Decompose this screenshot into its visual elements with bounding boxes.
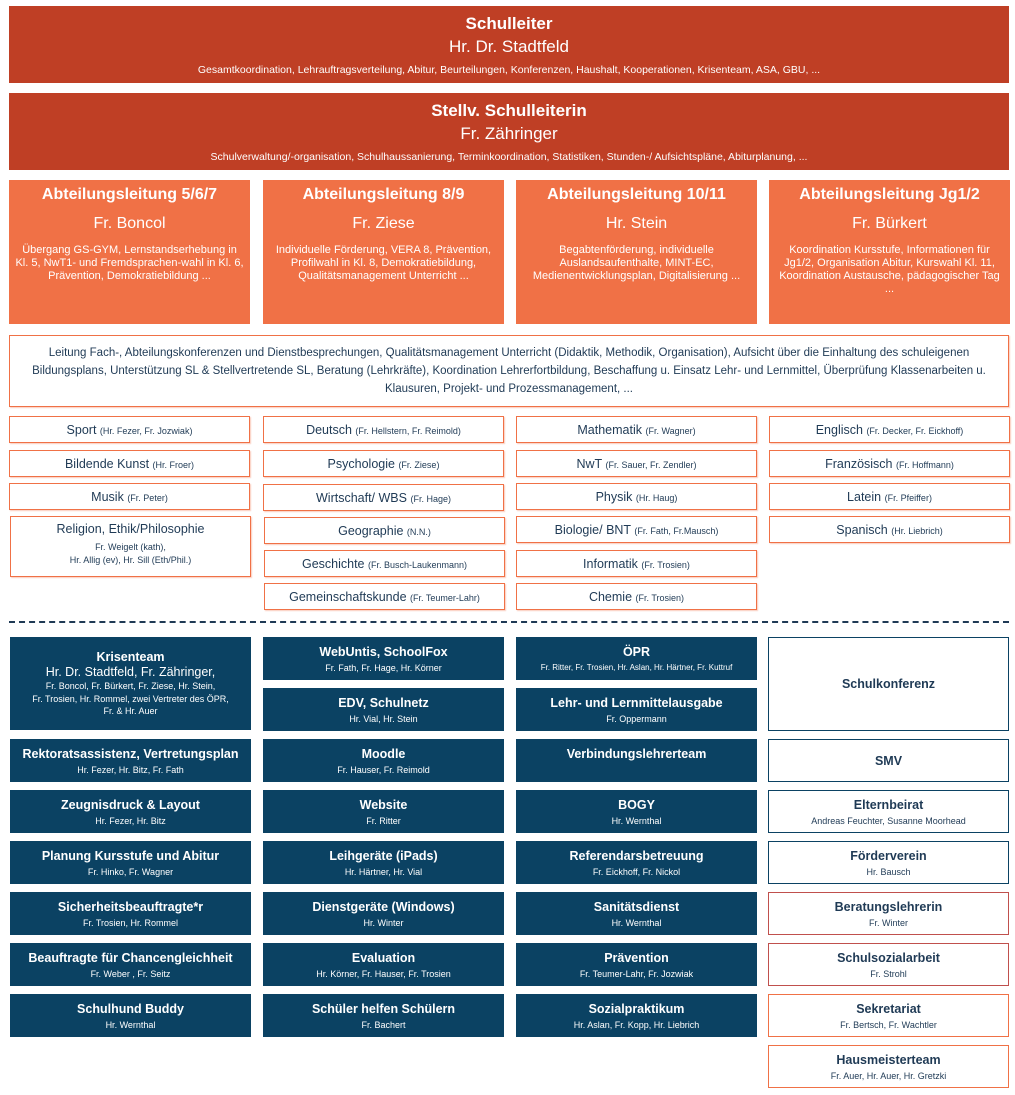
department-head: Fr. Bürkert <box>852 215 927 232</box>
subject-teachers: (N.N.) <box>406 526 431 537</box>
body-box-beratungslehrerin <box>768 892 1009 935</box>
task-title: Verbindungslehrerteam <box>566 747 707 761</box>
body-box-smv <box>768 739 1009 782</box>
department-box-10-11 <box>516 180 757 324</box>
subject-teachers: (Fr. Pfeiffer) <box>884 492 932 503</box>
subject-name: Geschichte <box>301 556 365 571</box>
subject-box <box>263 416 504 443</box>
task-people: Hr. Wernthal <box>611 917 662 928</box>
subject-name: Latein <box>847 489 882 504</box>
body-people: Hr. Bausch <box>866 866 911 877</box>
subject-box <box>9 416 250 443</box>
task-title: EDV, Schulnetz <box>338 695 429 710</box>
subject-box <box>516 550 757 577</box>
subject-box <box>516 450 757 477</box>
task-people: Fr. & Hr. Auer <box>103 706 158 717</box>
subject-teachers: (Hr. Haug) <box>635 492 678 503</box>
task-box <box>263 943 504 986</box>
task-box <box>263 892 504 935</box>
subject-box <box>516 516 757 543</box>
body-box-sekretariat <box>768 994 1009 1037</box>
deputy-title: Stellv. Schulleiterin <box>431 100 587 120</box>
deputy-name: Fr. Zähringer <box>460 123 558 143</box>
department-title: Abteilungsleitung 8/9 <box>302 186 465 203</box>
body-title: Hausmeisterteam <box>836 1052 941 1067</box>
subject-teachers: (Hr. Fezer, Fr. Jozwiak) <box>99 425 193 436</box>
subject-teachers-line: Fr. Weigelt (kath), <box>95 542 166 552</box>
department-duties: Übergang GS-GYM, Lernstandserhebung in Kl. 5, NwT1- und Fremdsprachen-wahl in Kl. 6, Prävention, Demokratiebildung ... <box>15 244 244 282</box>
task-box <box>10 790 251 833</box>
task-people: Fr. Weber , Fr. Seitz <box>90 968 171 979</box>
task-title: Beauftragte für Chancengleichheit <box>28 950 233 965</box>
task-title: Lehr- und Lernmittelausgabe <box>550 695 723 710</box>
principal-title: Schulleiter <box>465 13 553 33</box>
subject-box <box>769 483 1010 510</box>
task-box <box>263 790 504 833</box>
task-people: Fr. Boncol, Fr. Bürkert, Fr. Ziese, Hr. Stein, <box>45 681 216 692</box>
subject-box <box>769 450 1010 477</box>
task-title: WebUntis, SchoolFox <box>319 644 448 659</box>
task-box <box>516 994 757 1037</box>
department-title: Abteilungsleitung Jg1/2 <box>799 186 980 203</box>
task-box <box>263 994 504 1037</box>
subject-name: Informatik <box>583 556 638 571</box>
body-box-schulsozialarbeit <box>768 943 1009 986</box>
body-people: Fr. Auer, Hr. Auer, Hr. Gretzki <box>830 1070 947 1081</box>
task-title: Schüler helfen Schülern <box>311 1001 456 1016</box>
responsibilities-text: Leitung Fach-, Abteilungskonferenzen und Dienstbesprechungen, Qualitätsmanagement Unterricht (Didaktik, Methodik, Organisation), Aufsicht über die Einhaltung des schuleigenen Bildungsplans, Unterstützung SL & Stellvertretende SL, Beratung (Lehrkräfte), Koordination Lehrerfortbildung, Beschaffung u. Einsatz Lehr- und Lernmittel, Überprüfung Klassenarbeiten u. Klausuren, Projekt- und Prozessmanagement, ... <box>32 347 986 395</box>
subject-name: Sport <box>66 422 97 437</box>
task-people: Fr. Trosien, Hr. Rommel <box>82 917 179 928</box>
body-people: Fr. Bertsch, Fr. Wachtler <box>840 1019 937 1030</box>
task-box <box>10 994 251 1037</box>
task-people: Hr. Körner, Fr. Hauser, Fr. Trosien <box>316 968 451 979</box>
subject-name: Mathematik <box>577 422 642 437</box>
body-title: Sekretariat <box>856 1001 921 1016</box>
subject-box <box>263 450 504 477</box>
body-title: Schulkonferenz <box>841 677 936 691</box>
task-title: BOGY <box>618 797 655 812</box>
subject-box <box>769 416 1010 443</box>
task-box <box>263 739 504 782</box>
task-people: Hr. Vial, Hr. Stein <box>349 713 418 724</box>
principal-name: Hr. Dr. Stadtfeld <box>449 36 569 56</box>
task-title: Planung Kursstufe und Abitur <box>41 848 220 863</box>
department-head: Fr. Ziese <box>352 215 415 232</box>
subject-teachers: (Hr. Liebrich) <box>891 525 943 536</box>
subject-name: Biologie/ BNT <box>554 522 631 537</box>
dashed-divider <box>9 621 1009 623</box>
task-people: Fr. Fath, Fr. Hage, Hr. Körner <box>325 662 442 673</box>
department-title: Abteilungsleitung 5/6/7 <box>41 186 218 203</box>
task-box <box>10 841 251 884</box>
task-box <box>263 841 504 884</box>
task-box <box>516 892 757 935</box>
task-people: Fr. Teumer-Lahr, Fr. Jozwiak <box>579 968 694 979</box>
task-title: Zeugnisdruck & Layout <box>61 797 200 812</box>
subject-teachers: (Fr. Hoffmann) <box>896 459 954 470</box>
subject-name: Chemie <box>588 589 633 604</box>
body-people: Andreas Feuchter, Susanne Moorhead <box>811 815 966 826</box>
subject-name: Geographie <box>338 523 404 538</box>
body-box-hausmeisterteam <box>768 1045 1009 1088</box>
subject-name: Gemeinschaftskunde <box>289 589 407 604</box>
task-title: Prävention <box>604 950 669 965</box>
subject-name: Spanisch <box>836 522 888 537</box>
task-people: Hr. Wernthal <box>105 1019 156 1030</box>
task-people: Fr. Trosien, Hr. Rommel, zwei Vertreter des ÖPR, <box>32 693 229 704</box>
task-title: Schulhund Buddy <box>77 1001 184 1016</box>
subject-teachers: (Fr. Decker, Fr. Eickhoff) <box>866 425 964 436</box>
subject-teachers: (Fr. Hellstern, Fr. Reimold) <box>355 425 461 436</box>
task-box <box>516 943 757 986</box>
task-title: Dienstgeräte (Windows) <box>312 899 455 914</box>
subject-box <box>264 583 505 610</box>
department-head: Fr. Boncol <box>93 215 166 232</box>
responsibilities-box <box>9 335 1009 407</box>
subject-teachers: (Fr. Trosien) <box>635 592 685 603</box>
task-title: Leihgeräte (iPads) <box>329 848 438 863</box>
task-people: Hr. Härtner, Hr. Vial <box>344 866 423 877</box>
subject-teachers: (Fr. Wagner) <box>645 425 696 436</box>
department-box-8-9 <box>263 180 504 324</box>
task-box <box>10 739 251 782</box>
department-duties: Koordination Kursstufe, Informationen für Jg1/2, Organisation Abitur, Kurswahl Kl. 11, Koordination Austausche, pädagogischer Tag ... <box>779 244 1000 295</box>
task-box <box>516 841 757 884</box>
task-title: ÖPR <box>622 644 651 659</box>
subject-box <box>769 516 1010 543</box>
subject-name: Religion, Ethik/Philosophie <box>56 522 205 536</box>
body-box-foerderverein <box>768 841 1009 884</box>
department-title: Abteilungsleitung 10/11 <box>547 186 726 203</box>
subject-box <box>516 416 757 443</box>
task-box <box>263 637 504 680</box>
subject-box <box>263 484 504 511</box>
task-names: Hr. Dr. Stadtfeld, Fr. Zähringer, <box>45 665 216 680</box>
subject-teachers: (Fr. Sauer, Fr. Zendler) <box>605 459 697 470</box>
task-people: Fr. Hauser, Fr. Reimold <box>337 764 430 775</box>
subject-teachers: (Fr. Fath, Fr.Mausch) <box>634 525 719 536</box>
task-box <box>516 637 757 680</box>
department-head: Hr. Stein <box>605 215 668 232</box>
subject-name: Englisch <box>815 422 863 437</box>
body-title: Förderverein <box>850 848 927 863</box>
subject-name: Bildende Kunst <box>64 456 150 471</box>
task-box <box>263 688 504 731</box>
principal-duties: Gesamtkoordination, Lehrauftragsverteilung, Abitur, Beurteilungen, Konferenzen, Haushalt, Kooperationen, Krisenteam, ASA, GBU, ... <box>197 63 821 76</box>
task-people: Hr. Fezer, Hr. Bitz <box>95 815 166 826</box>
subject-name: NwT <box>576 456 602 471</box>
subject-teachers: (Hr. Froer) <box>152 459 195 470</box>
body-box-schulkonferenz <box>768 637 1009 731</box>
task-people: Hr. Aslan, Fr. Kopp, Hr. Liebrich <box>573 1019 700 1030</box>
subject-teachers: (Fr. Peter) <box>127 492 168 503</box>
task-title: Krisenteam <box>96 650 165 665</box>
department-duties: Begabtenförderung, individuelle Auslandsaufenthalte, MINT-EC, Medienentwicklungsplan, Digitalisierung ... <box>532 244 741 282</box>
task-people: Hr. Wernthal <box>611 815 662 826</box>
task-box <box>10 943 251 986</box>
subject-name: Wirtschaft/ WBS <box>316 490 407 505</box>
task-people: Fr. Eickhoff, Fr. Nickol <box>592 866 681 877</box>
task-box <box>516 790 757 833</box>
task-title: Evaluation <box>351 950 416 965</box>
department-box-jg1-2 <box>769 180 1010 324</box>
body-title: SMV <box>874 753 903 768</box>
task-title: Sanitätsdienst <box>593 899 680 914</box>
subject-box <box>264 550 505 577</box>
deputy-duties: Schulverwaltung/-organisation, Schulhaussanierung, Terminkoordination, Statistiken, Stunden-/ Aufsichtspläne, Abiturplanung, ... <box>210 150 808 163</box>
department-box-5-6-7 <box>9 180 250 324</box>
subject-teachers: (Fr. Busch-Laukenmann) <box>367 559 468 570</box>
body-people: Fr. Winter <box>868 917 908 928</box>
body-box-elternbeirat <box>768 790 1009 833</box>
body-title: Schulsozialarbeit <box>837 950 940 965</box>
task-title: Sozialpraktikum <box>588 1001 685 1016</box>
task-title: Website <box>359 797 408 812</box>
subject-name: Deutsch <box>306 422 352 437</box>
subject-box <box>516 483 757 510</box>
task-title: Moodle <box>361 746 406 761</box>
subject-teachers: (Fr. Ziese) <box>398 459 440 470</box>
task-title: Rektoratsassistenz, Vertretungsplan <box>22 746 239 761</box>
subject-teachers: (Fr. Hage) <box>410 493 451 504</box>
body-people: Fr. Strohl <box>870 968 907 979</box>
task-title: Referendarsbetreuung <box>569 848 704 863</box>
task-people: Hr. Fezer, Hr. Bitz, Fr. Fath <box>77 764 184 775</box>
department-duties: Individuelle Förderung, VERA 8, Prävention, Profilwahl in Kl. 8, Demokratiebildung, Qualitätsmanagement Unterricht ... <box>275 244 492 282</box>
task-people: Fr. Ritter <box>366 815 401 826</box>
task-box <box>516 688 757 731</box>
subject-teachers: (Fr. Teumer-Lahr) <box>410 592 480 603</box>
task-people: Hr. Winter <box>363 917 404 928</box>
subject-name: Musik <box>91 489 124 504</box>
subject-teachers-line: Hr. Allig (ev), Hr. Sill (Eth/Phil.) <box>69 555 192 565</box>
task-box-krisenteam <box>10 637 251 730</box>
principal-box <box>9 6 1009 83</box>
body-title: Beratungslehrerin <box>834 899 943 914</box>
body-title: Elternbeirat <box>853 797 924 812</box>
task-box <box>516 739 757 782</box>
subject-box <box>264 517 505 544</box>
subject-name: Physik <box>595 489 633 504</box>
task-people: Fr. Hinko, Fr. Wagner <box>87 866 174 877</box>
subject-box-religion <box>10 516 251 577</box>
subject-name: Psychologie <box>327 456 395 471</box>
task-box <box>10 892 251 935</box>
task-people: Fr. Bachert <box>361 1019 406 1030</box>
subject-teachers: (Fr. Trosien) <box>641 559 690 570</box>
task-people: Fr. Oppermann <box>606 713 667 724</box>
subject-box <box>9 450 250 477</box>
task-title: Sicherheitsbeauftragte*r <box>57 899 204 914</box>
deputy-box <box>9 93 1009 170</box>
subject-box <box>516 583 757 610</box>
subject-box <box>9 483 250 510</box>
subject-name: Französisch <box>825 456 893 471</box>
task-people: Fr. Ritter, Fr. Trosien, Hr. Aslan, Hr. Härtner, Fr. Kuttruf <box>540 662 733 672</box>
